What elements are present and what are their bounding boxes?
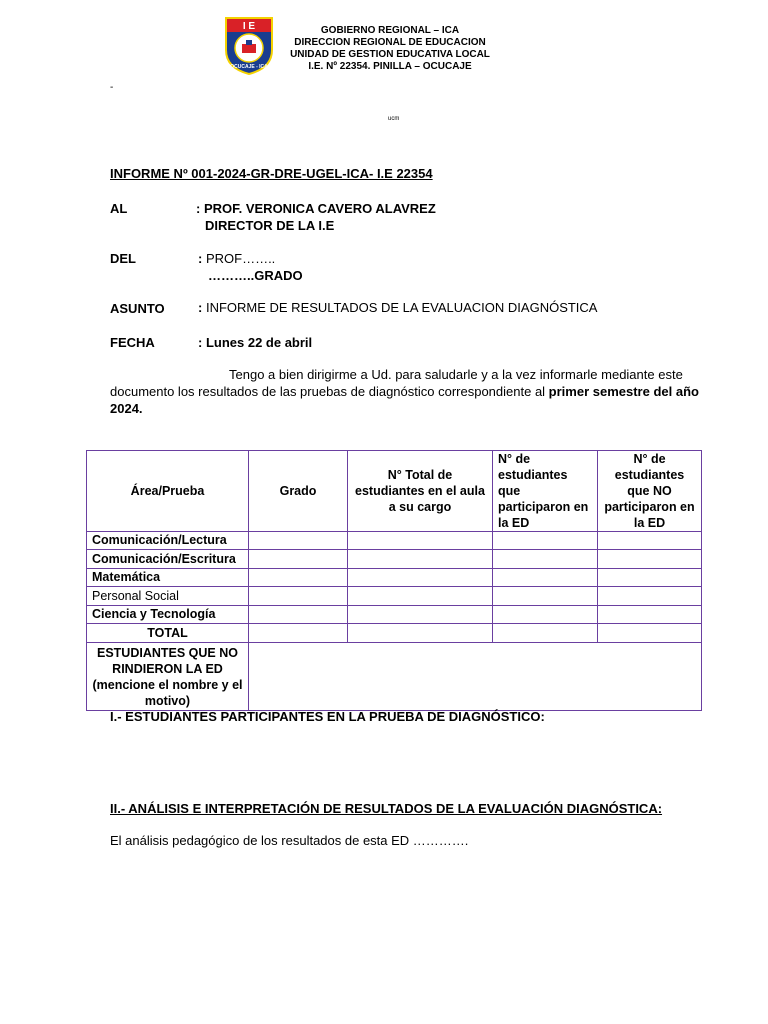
table-header-row (87, 451, 702, 532)
grado-cell[interactable] (249, 569, 348, 587)
logo-top-letters: I E (242, 21, 256, 32)
area-cell: Comunicación/Lectura (87, 532, 249, 550)
participated-cell[interactable] (493, 550, 598, 569)
no-rendered-label: ESTUDIANTES QUE NO RINDIERON LA ED (mencione el nombre y el motivo) (87, 643, 249, 711)
table-row (87, 532, 702, 550)
table-row (87, 569, 702, 587)
table-row (87, 606, 702, 624)
table-total-row (87, 624, 702, 643)
paragraph-bold: primer semestre del año (548, 384, 699, 399)
table-row (87, 587, 702, 606)
fecha-label: FECHA (110, 335, 155, 350)
grado-cell[interactable] (249, 624, 348, 643)
table-row (87, 550, 702, 569)
total-cell[interactable] (348, 532, 493, 550)
participated-cell[interactable] (493, 624, 598, 643)
paragraph-line-2 (110, 384, 699, 399)
fecha-value: : Lunes 22 de abril (198, 335, 313, 350)
del-prof: PROF…….. (205, 251, 276, 266)
dash-mark: - (110, 82, 114, 93)
table-header: Grado (249, 451, 348, 532)
header-line: GOBIERNO REGIONAL – ICA (320, 25, 460, 36)
not-participated-cell[interactable] (598, 532, 702, 550)
al-label: AL (110, 201, 128, 216)
asunto-colon: : (198, 300, 206, 315)
header-line: UNIDAD DE GESTION EDUCATIVA LOCAL (290, 49, 490, 60)
participated-cell[interactable] (493, 587, 598, 606)
area-cell: Matemática (87, 569, 249, 587)
table-header: Área/Prueba (87, 451, 249, 532)
total-cell[interactable] (348, 569, 493, 587)
not-participated-cell[interactable] (598, 624, 702, 643)
paragraph-line-3: 2024. (110, 401, 143, 416)
del-value (198, 251, 275, 266)
section-2-heading: II.- ANÁLISIS E INTERPRETACIÓN DE RESULTADOS DE LA EVALUACIÓN DIAGNÓSTICA: (110, 801, 663, 816)
institution-header (240, 25, 540, 73)
del-label: DEL (110, 251, 136, 266)
total-cell[interactable] (348, 606, 493, 624)
tiny-mark: ucm (388, 116, 400, 122)
area-cell: Ciencia y Tecnología (87, 606, 249, 624)
paragraph-text: documento los resultados de las pruebas de diagnóstico correspondiente al (110, 384, 549, 399)
table-header: N° Total de estudiantes en el aula a su cargo (348, 451, 493, 532)
paragraph-line-1: Tengo a bien dirigirme a Ud. para saludarle y a la vez informarle mediante este (229, 367, 683, 382)
table-header: N° de estudiantes que NO participaron en la ED (598, 451, 702, 532)
grado-cell[interactable] (249, 587, 348, 606)
total-label: TOTAL (87, 624, 249, 643)
table-note-row (87, 643, 702, 711)
no-rendered-cell[interactable] (249, 643, 702, 711)
grado-cell[interactable] (249, 550, 348, 569)
asunto-label: ASUNTO (110, 301, 165, 316)
not-participated-cell[interactable] (598, 606, 702, 624)
grado-cell[interactable] (249, 606, 348, 624)
area-cell: Comunicación/Escritura (87, 550, 249, 569)
participated-cell[interactable] (493, 569, 598, 587)
asunto-text: INFORME DE RESULTADOS DE LA EVALUACION DIAGNÓSTICA (205, 300, 598, 315)
del-grado: ………..GRADO (208, 268, 303, 283)
table-header: N° de estudiantes que participaron en la ED (493, 451, 598, 532)
participated-cell[interactable] (493, 532, 598, 550)
al-value: : PROF. VERONICA CAVERO ALAVREZ (196, 201, 436, 216)
header-line: DIRECCION REGIONAL DE EDUCACION (294, 37, 486, 48)
total-cell[interactable] (348, 550, 493, 569)
report-title: INFORME Nº 001-2024-GR-DRE-UGEL-ICA- I.E 22354 (110, 166, 433, 181)
not-participated-cell[interactable] (598, 550, 702, 569)
total-cell[interactable] (348, 624, 493, 643)
not-participated-cell[interactable] (598, 569, 702, 587)
results-table (86, 450, 702, 711)
participated-cell[interactable] (493, 606, 598, 624)
al-value-role: DIRECTOR DE LA I.E (205, 218, 335, 233)
section-1-heading: I.- ESTUDIANTES PARTICIPANTES EN LA PRUEBA DE DIAGNÓSTICO: (110, 709, 545, 724)
logo-bottom-text: OCUCAJE - ICA (230, 64, 268, 70)
area-cell: Personal Social (87, 587, 249, 606)
grado-cell[interactable] (249, 532, 348, 550)
del-colon: : (198, 251, 206, 266)
not-participated-cell[interactable] (598, 587, 702, 606)
section-2-text: El análisis pedagógico de los resultados de esta ED …………. (110, 833, 469, 848)
header-line: I.E. Nº 22354. PINILLA – OCUCAJE (308, 61, 472, 72)
total-cell[interactable] (348, 587, 493, 606)
asunto-value (198, 300, 597, 315)
